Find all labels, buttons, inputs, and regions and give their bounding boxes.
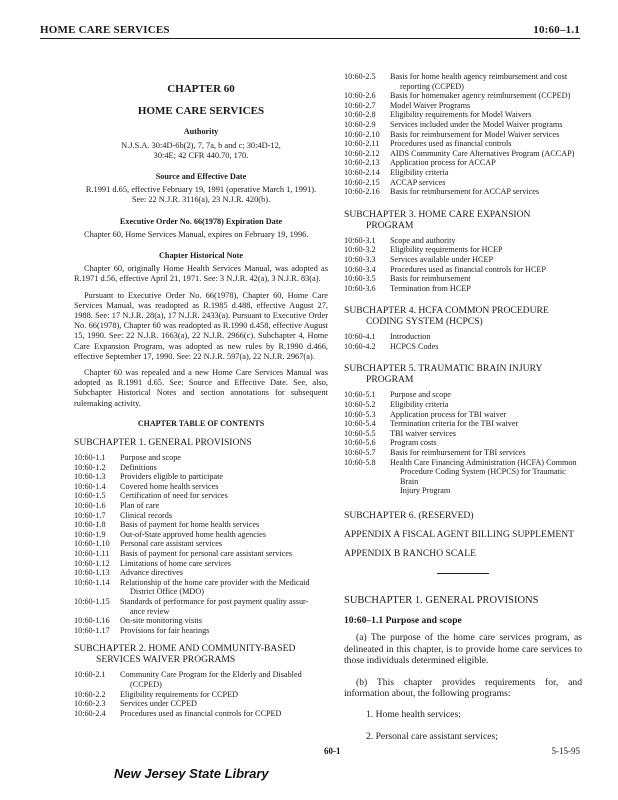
toc-section-number: 10:60-1.4	[74, 481, 106, 491]
toc-entry	[344, 149, 582, 159]
subchapter-4-line: SUBCHAPTER 4. HCFA COMMON PROCEDURE	[344, 305, 549, 317]
toc-section-title	[390, 265, 582, 275]
subchapter-5-toc	[344, 390, 582, 496]
toc-title-line: Limitations of home care services	[120, 558, 231, 568]
subchapter-6-heading: SUBCHAPTER 6. (RESERVED)	[344, 510, 474, 521]
paragraph-b: (b) This chapter provides requirements for, and information about, the following programs:	[344, 676, 582, 700]
subchapter-2-line: SUBCHAPTER 2. HOME AND COMMUNITY-BASED	[74, 643, 296, 655]
toc-section-number: 10:60-2.14	[344, 167, 380, 177]
toc-section-title	[390, 332, 582, 342]
paragraph-a: (a) The purpose of the home care services program, as delineated in this chapter, is to provide home care services to those individuals determined eligible.	[344, 632, 582, 667]
toc-section-number: 10:60-2.2	[74, 689, 106, 699]
toc-title-line: Basis for reimbursement for TBI services	[390, 448, 526, 458]
toc-section-number: 10:60-3.1	[344, 235, 376, 245]
toc-entry	[74, 530, 328, 540]
toc-section-title	[390, 187, 582, 197]
toc-section-title	[120, 559, 328, 569]
toc-section-number: 10:60-2.9	[344, 119, 376, 129]
toc-title-line: Covered home health services	[120, 481, 219, 491]
toc-title-line: Eligibility requirements for HCEP	[390, 245, 503, 255]
toc-section-number: 10:60-5.2	[344, 400, 376, 410]
toc-entry	[344, 158, 582, 168]
toc-section-number: 10:60-3.3	[344, 254, 376, 264]
toc-entry	[74, 539, 328, 549]
toc-section-number: 10:60-2.4	[74, 708, 106, 718]
subchapter-1-toc	[74, 453, 328, 635]
toc-section-number: 10:60-1.14	[74, 577, 110, 587]
toc-section-title	[390, 284, 582, 294]
toc-entry	[74, 690, 328, 700]
toc-title-line: Scope and authority	[390, 235, 456, 245]
toc-section-title	[120, 616, 328, 626]
toc-title-line: Purpose and scope	[120, 453, 181, 463]
toc-section-number: 10:60-1.11	[74, 549, 110, 559]
toc-title-line: Procedures used as financial controls for HCEP	[390, 264, 546, 274]
toc-title-line: Purpose and scope	[390, 390, 451, 400]
toc-title-line: Health Care Financing Administration (HCFA) Common	[390, 457, 577, 467]
right-column	[344, 72, 582, 752]
toc-entry	[344, 429, 582, 439]
toc-section-number: 10:60-2.12	[344, 148, 380, 158]
toc-entry	[344, 72, 582, 91]
toc-title-line: Eligibility criteria	[390, 167, 449, 177]
toc-section-title	[120, 597, 328, 616]
toc-section-title	[390, 91, 582, 101]
toc-section-title	[390, 419, 582, 429]
toc-section-title	[390, 448, 582, 458]
toc-title-line: Basis for homemaker agency reimbursement (CCPED)	[390, 91, 571, 101]
authority-heading: Authority	[183, 127, 219, 137]
toc-title-line: Certification of need for services	[120, 491, 228, 501]
toc-section-title	[120, 463, 328, 473]
toc-title-line: ance review	[130, 606, 170, 616]
toc-section-title	[120, 549, 328, 559]
toc-title-line: Plan of care	[120, 501, 160, 511]
toc-section-title	[390, 110, 582, 120]
toc-section-number: 10:60-4.2	[344, 341, 376, 351]
toc-section-title	[390, 158, 582, 168]
toc-section-title	[390, 458, 582, 496]
toc-entry	[74, 616, 328, 626]
toc-section-title	[390, 139, 582, 149]
toc-title-line: Model Waiver Programs	[390, 100, 471, 110]
subchapter-4-line: CODING SYSTEM (HCPCS)	[366, 316, 483, 328]
subchapter-4-toc	[344, 332, 582, 351]
toc-entry	[74, 463, 328, 473]
toc-title-line: Procedures used as financial controls	[390, 139, 512, 149]
toc-entry	[344, 236, 582, 246]
toc-entry	[74, 453, 328, 463]
toc-title-line: Program costs	[390, 438, 437, 448]
toc-entry	[344, 245, 582, 255]
left-column	[74, 72, 328, 718]
toc-title-line: reporting (CCPED)	[400, 81, 464, 91]
toc-title-line: Provisions for fair hearings	[120, 625, 210, 635]
program-item: 2. Personal care assistant services;	[366, 730, 498, 742]
appendix-a: APPENDIX A FISCAL AGENT BILLING SUPPLEMENT	[344, 529, 575, 540]
toc-title-line: Basis for reimbursement for Model Waiver services	[390, 129, 560, 139]
toc-title-line: Definitions	[120, 462, 157, 472]
toc-section-number: 10:60-5.6	[344, 438, 376, 448]
toc-entry	[344, 101, 582, 111]
toc-section-title	[390, 342, 582, 352]
toc-section-title	[390, 149, 582, 159]
toc-section-number: 10:60-3.2	[344, 245, 376, 255]
subchapter-5-heading	[344, 363, 582, 385]
body-subchapter-heading: SUBCHAPTER 1. GENERAL PROVISIONS	[344, 595, 539, 606]
toc-title-line: Basis for home health agency reimbursement and cost	[390, 72, 568, 81]
toc-section-title	[120, 491, 328, 501]
toc-entry	[344, 187, 582, 197]
toc-section-title	[390, 236, 582, 246]
toc-section-number: 10:60-1.12	[74, 558, 110, 568]
toc-entry	[344, 458, 582, 496]
subchapter-4-heading	[344, 305, 582, 327]
toc-section-number: 10:60-5.1	[344, 390, 376, 400]
toc-section-title	[390, 178, 582, 188]
toc-section-title	[120, 709, 328, 719]
toc-section-number: 10:60-2.10	[344, 129, 380, 139]
toc-section-title	[120, 482, 328, 492]
toc-section-number: 10:60-1.6	[74, 501, 106, 511]
source-heading: Source and Effective Date	[155, 172, 247, 182]
toc-title-line: Advance directives	[120, 568, 183, 578]
toc-title-line: HCPCS Codes	[390, 341, 439, 351]
toc-section-title	[390, 400, 582, 410]
toc-section-number: 10:60-1.10	[74, 539, 110, 549]
toc-section-number: 10:60-1.17	[74, 625, 110, 635]
chapter-number: CHAPTER 60	[167, 83, 235, 95]
toc-section-number: 10:60-2.8	[344, 110, 376, 120]
toc-section-number: 10:60-1.9	[74, 529, 106, 539]
toc-title-line: Introduction	[390, 332, 431, 342]
toc-entry	[344, 419, 582, 429]
toc-section-title	[120, 568, 328, 578]
source-line: See: 22 N.J.R. 3116(a), 23 N.J.R. 420(b).	[131, 195, 271, 205]
toc-title-line: Termination criteria for the TBI waiver	[390, 419, 519, 429]
toc-title-line: Eligibility requirements for CCPED	[120, 689, 239, 699]
toc-title-line: Procedure Coding System (HCPCS) for Traumatic Brain	[400, 467, 566, 486]
toc-entry	[74, 568, 328, 578]
toc-section-title	[390, 410, 582, 420]
toc-entry	[344, 168, 582, 178]
toc-entry	[344, 448, 582, 458]
toc-title-line: Personal care assistant services	[120, 539, 223, 549]
toc-section-number: 10:60-2.5	[344, 72, 376, 81]
toc-section-title	[390, 438, 582, 448]
toc-section-title	[120, 690, 328, 700]
toc-section-number: 10:60-1.5	[74, 491, 106, 501]
toc-entry	[344, 130, 582, 140]
toc-title-line: On-site monitoring visits	[120, 616, 202, 626]
toc-entry	[344, 110, 582, 120]
toc-entry	[344, 91, 582, 101]
toc-section-number: 10:60-3.4	[344, 264, 376, 274]
source-text	[74, 185, 328, 205]
toc-section-number: 10:60-4.1	[344, 332, 376, 342]
toc-section-title	[120, 501, 328, 511]
toc-title-line: Eligibility requirements for Model Waivers	[390, 110, 532, 120]
toc-section-number: 10:60-3.6	[344, 283, 376, 293]
toc-entry	[74, 626, 328, 636]
subchapter-5-line: SUBCHAPTER 5. TRAUMATIC BRAIN INJURY	[344, 363, 543, 375]
subchapter-3-line: PROGRAM	[366, 219, 414, 231]
toc-entry	[74, 670, 328, 689]
toc-title-line: Basis for reimbursement	[390, 274, 471, 284]
toc-section-title	[390, 255, 582, 265]
toc-entry	[344, 265, 582, 275]
running-header	[40, 18, 580, 36]
subchapter-3-line: SUBCHAPTER 3. HOME CARE EXPANSION	[344, 208, 531, 220]
toc-section-title	[120, 626, 328, 636]
toc-section-title	[120, 472, 328, 482]
toc-entry	[74, 482, 328, 492]
appendix-b: APPENDIX B RANCHO SCALE	[344, 548, 476, 559]
toc-section-title	[390, 429, 582, 439]
toc-entry	[344, 332, 582, 342]
toc-section-title	[390, 245, 582, 255]
toc-title-line: Application process for ACCAP	[390, 158, 496, 168]
toc-section-number: 10:60-2.11	[344, 139, 380, 149]
toc-section-title	[120, 511, 328, 521]
toc-entry	[74, 549, 328, 559]
toc-section-number: 10:60-2.1	[74, 670, 106, 680]
toc-section-number: 10:60-2.3	[74, 699, 106, 709]
toc-entry	[344, 390, 582, 400]
subchapter-1-heading: SUBCHAPTER 1. GENERAL PROVISIONS	[74, 437, 252, 449]
toc-title-line: (CCPED)	[130, 679, 162, 689]
toc-entry	[74, 520, 328, 530]
toc-section-number: 10:60-5.7	[344, 448, 376, 458]
toc-title-line: ACCAP services	[390, 177, 446, 187]
history-paragraph: Pursuant to Executive Order No. 66(1978), Chapter 60, Home Care Services Manual, was readopted as R.1985 d.488, effective August 27, 1988. See: 17 N.J.R. 28(a), 17 N.J.R. 2433(a). Pursuant to Executive Order No. 66(1978), Chapter 60 was readopted as R.1990 d.458, effective August 15, 1990. See: 22 N.J.R. 1663(a), 22 N.J.R. 2966(c). Subchapter 4, Home Care Expansion Program, was adopted as new rules by R.1990 d.466, effective September 17, 1990. See: 22 N.J.R. 597(a), 22 N.J.R. 2967(a).	[74, 290, 328, 361]
page-number: 60-1	[324, 746, 341, 756]
toc-title-line: Services under CCPED	[120, 699, 197, 709]
toc-entry	[344, 274, 582, 284]
toc-title-line: Community Care Program for the Elderly and Disabled	[120, 670, 302, 680]
toc-section-number: 10:60-1.16	[74, 616, 110, 626]
supplement-date: 5-15-95	[551, 746, 580, 756]
toc-title-line: Basis of payment for personal care assistant services	[120, 549, 293, 559]
toc-section-title	[120, 520, 328, 530]
toc-entry	[344, 438, 582, 448]
toc-title-line: Standards of performance for post payment quality assur-	[120, 596, 309, 606]
program-item: 1. Home health services;	[366, 709, 461, 721]
toc-entry	[74, 501, 328, 511]
toc-section-number: 10:60-5.8	[344, 457, 376, 467]
toc-entry	[74, 559, 328, 569]
source-line: R.1991 d.65, effective February 19, 1991 (operative March 1, 1991).	[85, 185, 317, 195]
toc-entry	[74, 709, 328, 719]
toc-section-title	[120, 699, 328, 709]
toc-entry	[344, 255, 582, 265]
toc-section-number: 10:60-5.4	[344, 419, 376, 429]
toc-title-line: Relationship of the home care provider with the Medicaid	[120, 577, 310, 587]
toc-entry	[344, 120, 582, 130]
toc-section-number: 10:60-2.16	[344, 187, 380, 197]
toc-title-line: Services included under the Model Waiver programs	[390, 119, 563, 129]
toc-section-number: 10:60-5.3	[344, 409, 376, 419]
subchapter-2-heading	[74, 643, 328, 665]
subchapter-2-toc-continued	[344, 72, 582, 197]
history-paragraph: Chapter 60, originally Home Health Services Manual, was adopted as R.1971 d.56, effective April 21, 1971. See: 3 N.J.R. 42(a), 3 N.J.R. 83(a).	[74, 264, 328, 284]
toc-section-number: 10:60-2.15	[344, 177, 380, 187]
toc-title-line: TBI waiver services	[390, 428, 456, 438]
toc-section-number: 10:60-1.7	[74, 510, 106, 520]
toc-entry	[344, 178, 582, 188]
toc-section-number: 10:60-2.13	[344, 158, 380, 168]
header-rule	[40, 38, 580, 39]
toc-section-number: 10:60-1.1	[74, 453, 106, 463]
authority-text	[74, 141, 328, 161]
toc-section-number: 10:60-1.13	[74, 568, 110, 578]
toc-title-line: Application process for TBI waiver	[390, 409, 507, 419]
toc-entry	[344, 284, 582, 294]
toc-section-title	[390, 390, 582, 400]
toc-title: CHAPTER TABLE OF CONTENTS	[137, 418, 265, 428]
toc-section-number: 10:60-1.15	[74, 596, 110, 606]
toc-section-title	[120, 530, 328, 540]
toc-section-number: 10:60-3.5	[344, 274, 376, 284]
toc-section-number: 10:60-1.3	[74, 472, 106, 482]
chapter-title: HOME CARE SERVICES	[137, 105, 265, 118]
toc-title-line: Termination from HCEP	[390, 283, 471, 293]
library-stamp: New Jersey State Library	[114, 766, 269, 781]
toc-section-title	[390, 101, 582, 111]
toc-section-title	[120, 670, 328, 689]
toc-section-title	[120, 539, 328, 549]
toc-section-number: 10:60-2.7	[344, 100, 376, 110]
toc-section-title	[390, 72, 582, 91]
toc-title-line: Eligibility criteria	[390, 400, 449, 410]
toc-entry	[344, 400, 582, 410]
authority-line: N.J.S.A. 30:4D-6b(2), 7, 7a, b and c; 30:4D-12,	[121, 140, 281, 150]
toc-title-line: Procedures used as financial controls for CCPED	[120, 708, 282, 718]
toc-section-title	[120, 453, 328, 463]
toc-section-number: 10:60-5.5	[344, 428, 376, 438]
toc-title-line: Services available under HCEP	[390, 254, 493, 264]
section-heading: 10:60–1.1 Purpose and scope	[344, 615, 462, 627]
toc-entry	[74, 472, 328, 482]
history-paragraph: Chapter 60 was repealed and a new Home Care Services Manual was adopted as R.1991 d.65. See: Source and Effective Date. See, also, Subchapter Historical Notes and section annotations for subsequent rulemaking activity.	[74, 368, 328, 408]
header-title: HOME CARE SERVICES	[40, 24, 170, 36]
toc-section-title	[390, 120, 582, 130]
toc-entry	[344, 410, 582, 420]
subchapter-3-heading	[344, 209, 582, 231]
toc-entry	[74, 491, 328, 501]
header-section: 10:60–1.1	[533, 24, 580, 36]
toc-title-line: Injury Program	[400, 486, 451, 496]
toc-title-line: AIDS Community Care Alternatives Program (ACCAP)	[390, 148, 575, 158]
history-heading: Chapter Historical Note	[159, 251, 243, 261]
toc-title-line: Clinical records	[120, 510, 173, 520]
section-divider	[437, 573, 489, 574]
toc-title-line: Basis for reimbursement for ACCAP services	[390, 187, 540, 197]
toc-section-number: 10:60-2.6	[344, 91, 376, 101]
toc-section-number: 10:60-1.2	[74, 462, 106, 472]
toc-entry	[74, 511, 328, 521]
toc-section-title	[390, 168, 582, 178]
exec-order-text: Chapter 60, Home Services Manual, expires on February 19, 1996.	[84, 229, 309, 239]
toc-entry	[74, 578, 328, 597]
subchapter-3-toc	[344, 236, 582, 294]
toc-title-line: Providers eligible to participate	[120, 472, 223, 482]
toc-title-line: Out-of-State approved home health agencies	[120, 529, 266, 539]
subchapter-2-line: SERVICES WAIVER PROGRAMS	[96, 654, 236, 666]
authority-line: 30:4E; 42 CFR 440.70, 170.	[153, 150, 249, 160]
toc-entry	[74, 597, 328, 616]
subchapter-5-line: PROGRAM	[366, 374, 414, 386]
toc-entry	[74, 699, 328, 709]
toc-section-number: 10:60-1.8	[74, 520, 106, 530]
exec-order-heading: Executive Order No. 66(1978) Expiration Date	[119, 216, 283, 226]
toc-section-title	[390, 130, 582, 140]
toc-title-line: Basis of payment for home health services	[120, 520, 260, 530]
toc-section-title	[390, 274, 582, 284]
toc-title-line: District Office (MDO)	[130, 587, 204, 597]
toc-entry	[344, 139, 582, 149]
toc-section-title	[120, 578, 328, 597]
toc-entry	[344, 342, 582, 352]
subchapter-2-toc	[74, 670, 328, 718]
